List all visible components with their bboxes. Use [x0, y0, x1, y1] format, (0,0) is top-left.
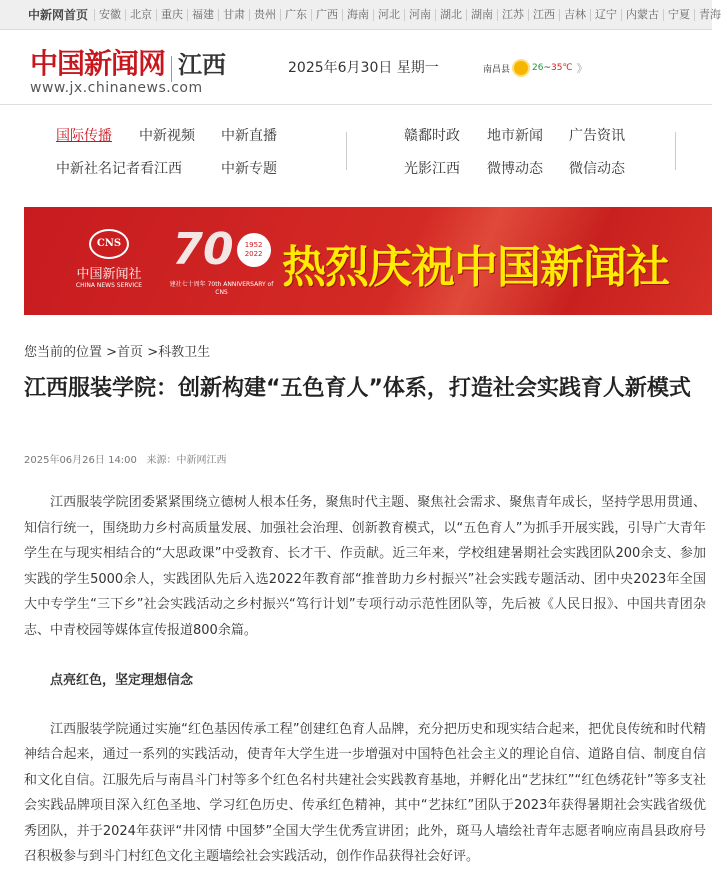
- anniversary-logo: [169, 225, 274, 297]
- weather-widget[interactable]: [483, 60, 588, 76]
- nav-wechat[interactable]: 微信动态: [569, 161, 625, 177]
- province-link[interactable]: 宁夏: [663, 9, 694, 21]
- chinanews-home-link[interactable]: 中新网首页: [28, 8, 89, 22]
- province-link[interactable]: 内蒙古: [621, 9, 663, 21]
- nav-weibo[interactable]: 微博动态: [487, 161, 543, 177]
- nav-topics[interactable]: 中新专题: [221, 161, 277, 177]
- weather-city: 南昌县: [483, 64, 511, 75]
- anniversary-text: 建社七十周年 70th ANNIVERSARY of CNS: [169, 281, 274, 296]
- article-subheading: 点亮红色，坚定理想信念: [50, 673, 194, 688]
- article-datetime: 2025年06月26日 14:00: [24, 455, 137, 466]
- site-header: [0, 30, 712, 105]
- breadcrumb-home[interactable]: 首页: [117, 345, 144, 360]
- province-link[interactable]: 贵州: [249, 9, 280, 21]
- anniversary-banner[interactable]: [24, 207, 712, 315]
- article-meta: [24, 451, 226, 466]
- logo-text: 中国新闻网: [30, 47, 166, 80]
- province-link[interactable]: 北京: [125, 9, 156, 21]
- temp-sep: ~: [543, 63, 552, 73]
- article-title: 江西服装学院：创新构建“五色育人”体系，打造社会实践育人新模式: [24, 376, 691, 401]
- weather-more-icon[interactable]: 》: [576, 62, 588, 75]
- anniversary-years: 1952 2022: [237, 233, 271, 267]
- nav-video[interactable]: 中新视频: [139, 128, 195, 144]
- province-link[interactable]: 湖北: [435, 9, 466, 21]
- logo-province: 江西: [178, 51, 227, 79]
- nav-reporters[interactable]: 中新社名记者看江西: [56, 161, 182, 177]
- province-link[interactable]: 青海: [694, 9, 725, 21]
- org-name-en: CHINA NEWS SERVICE: [75, 282, 143, 289]
- nav-politics[interactable]: 赣鄱时政: [404, 128, 460, 144]
- nav-city-news[interactable]: 地市新闻: [487, 128, 543, 144]
- temp-low: 26: [532, 63, 544, 73]
- breadcrumb: 您当前的位置 >首页 >科教卫生: [24, 345, 211, 360]
- nav-photo[interactable]: 光影江西: [404, 161, 460, 177]
- banner-slogan: 热烈庆祝中国新闻社: [282, 242, 669, 293]
- site-logo[interactable]: [30, 42, 226, 96]
- logo-url: www.jx.chinanews.com: [30, 80, 203, 96]
- current-date: 2025年6月30日 星期一: [288, 60, 439, 76]
- province-link[interactable]: 吉林: [559, 9, 590, 21]
- province-link[interactable]: 江西: [528, 9, 559, 21]
- breadcrumb-label: 您当前的位置: [24, 345, 103, 360]
- province-link[interactable]: 甘肃: [218, 9, 249, 21]
- province-link[interactable]: 海南: [342, 9, 373, 21]
- province-link[interactable]: 辽宁: [590, 9, 621, 21]
- breadcrumb-section[interactable]: 科教卫生: [158, 345, 211, 360]
- province-link[interactable]: 江苏: [497, 9, 528, 21]
- province-link[interactable]: 河南: [404, 9, 435, 21]
- article-paragraph: 江西服装学院通过实施“红色基因传承工程”创建红色育人品牌，充分把历史和现实结合起来，把优良传统和时代精神结合起来，通过一系列的实践活动，使青年大学生进一步增强对中国特色社会主义的理论自信、道路自信、制度自信和文化自信。江服先后与南昌斗门村等多个红色名村共建社会实践教育基地，并孵化出“艺抹红”“红色绣花针”等多支社会实践品牌项目深入红色圣地、学习红色历史、传承红色精神，其中“艺抹红”团队于2023年获得暑期社会实践省级优秀团队，并于2024年获评“井冈情 中国梦”全国大学生优秀宣讲团；此外，斑马人墙绘社青年志愿者响应南昌县政府号召积极参与到斗门村红色文化主题墙绘社会实践活动，创作作品获得社会好评。: [24, 721, 706, 864]
- province-link[interactable]: 安徽: [94, 9, 125, 21]
- anniversary-number: 70: [172, 224, 234, 275]
- nav-international[interactable]: 国际传播: [56, 128, 112, 144]
- sun-icon: [514, 61, 528, 75]
- article-paragraph: 江西服装学院团委紧紧围绕立德树人根本任务，聚焦时代主题、聚焦社会需求、聚焦青年成长，坚持学思用贯通、知信行统一，围绕助力乡村高质量发展、加强社会治理、创新教育模式，以“五色育人”为抓手开展实践，引导广大青年学生在与现实相结合的“大思政课”中受教育、长才干、作贡献。近三年来，学校组建暑期社会实践团队200余支、参加实践的学生5000余人，实践团队先后入选2022年教育部“推普助力乡村振兴”社会实践专题活动、团中央2023年全国大中专学生“三下乡”社会实践活动之乡村振兴“笃行计划”专项行动示范性团队等，先后被《人民日报》、中国共青团杂志、中青校园等媒体宣传报道800余篇。: [24, 495, 706, 638]
- article-body: [24, 490, 706, 895]
- province-link[interactable]: 河北: [373, 9, 404, 21]
- nav-live[interactable]: 中新直播: [221, 128, 277, 144]
- article-source: 来源：中新网江西: [146, 455, 227, 466]
- top-province-bar: [0, 0, 722, 30]
- globe-icon: CNS: [89, 229, 129, 259]
- cns-logo: [64, 229, 154, 289]
- province-link[interactable]: 湖南: [466, 9, 497, 21]
- nav-divider: [346, 132, 347, 170]
- province-link[interactable]: 福建: [187, 9, 218, 21]
- nav-ads[interactable]: 广告资讯: [569, 128, 625, 144]
- temp-high: 35℃: [551, 63, 573, 73]
- province-link[interactable]: 广东: [280, 9, 311, 21]
- nav-divider: [675, 132, 676, 170]
- province-link[interactable]: 重庆: [156, 9, 187, 21]
- province-link[interactable]: 广西: [311, 9, 342, 21]
- org-name: 中国新闻社: [76, 267, 142, 282]
